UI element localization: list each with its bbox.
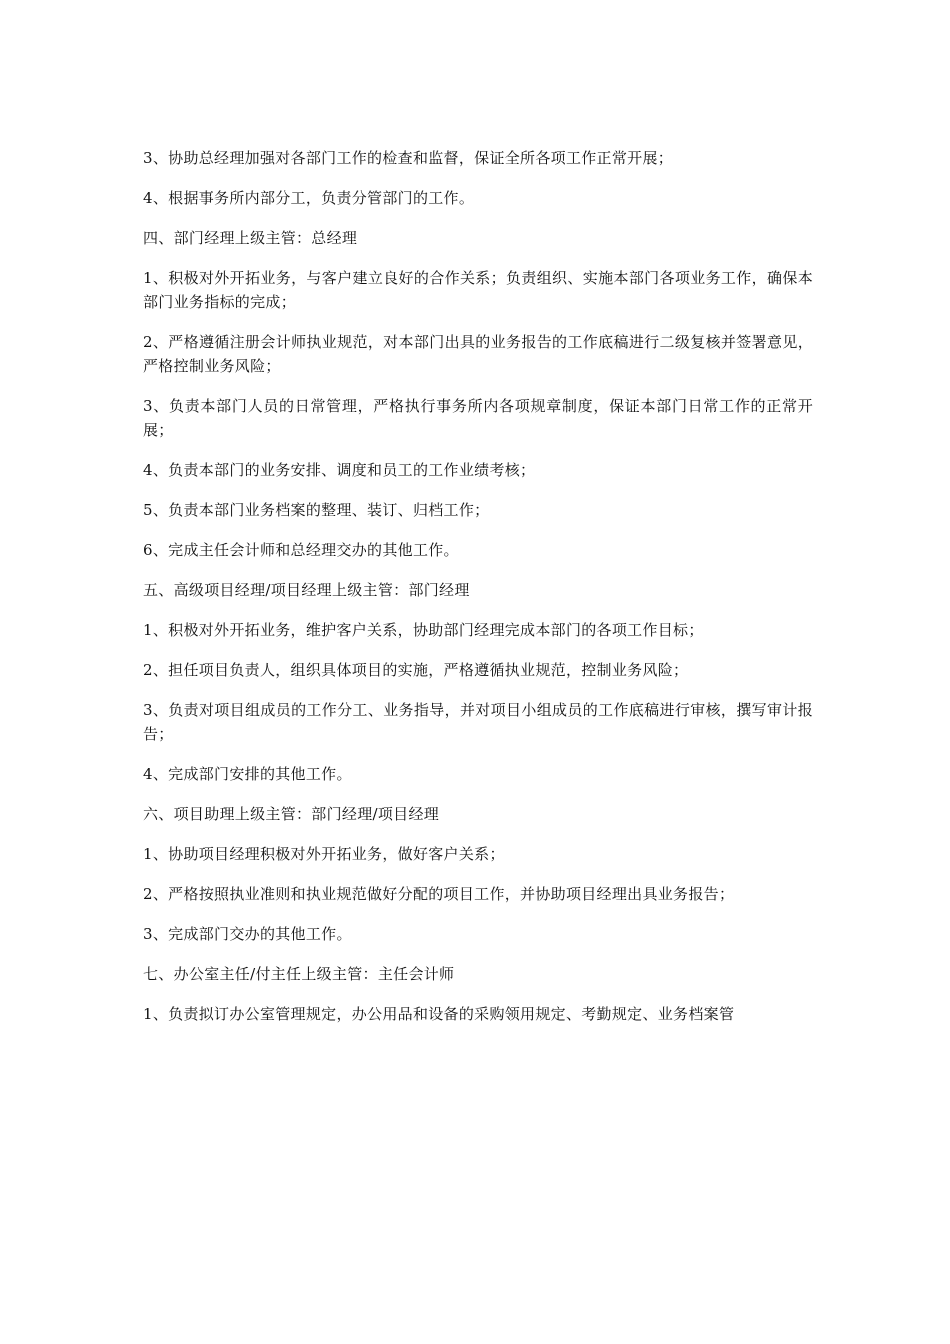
paragraph-4: 1、积极对外开拓业务，与客户建立良好的合作关系；负责组织、实施本部门各项业务工作，确保本部门业务指标的完成；: [143, 269, 813, 311]
paragraph-7: 4、负责本部门的业务安排、调度和员工的工作业绩考核；: [143, 461, 536, 479]
paragraph-13: 3、负责对项目组成员的工作分工、业务指导，并对项目小组成员的工作底稿进行审核，撰写审计报告；: [143, 701, 813, 743]
paragraph-11: 1、积极对外开拓业务，维护客户关系，协助部门经理完成本部门的各项工作目标；: [143, 621, 704, 639]
paragraph-17: 2、严格按照执业准则和执业规范做好分配的项目工作，并协助项目经理出具业务报告；: [143, 885, 735, 903]
paragraph-16: 1、协助项目经理积极对外开拓业务，做好客户关系；: [143, 845, 505, 863]
section-heading-5: 五、高级项目经理/项目经理上级主管：部门经理: [143, 581, 470, 599]
paragraph-9: 6、完成主任会计师和总经理交办的其他工作。: [143, 541, 459, 559]
section-heading-6: 六、项目助理上级主管：部门经理/项目经理: [143, 805, 440, 823]
section-heading-4: 四、部门经理上级主管：总经理: [143, 229, 358, 247]
paragraph-20: 1、负责拟订办公室管理规定，办公用品和设备的采购领用规定、考勤规定、业务档案管: [143, 1005, 735, 1023]
paragraph-2: 4、根据事务所内部分工，负责分管部门的工作。: [143, 189, 475, 207]
paragraph-1: 3、协助总经理加强对各部门工作的检查和监督，保证全所各项工作正常开展；: [143, 149, 674, 167]
paragraph-6: 3、负责本部门人员的日常管理，严格执行事务所内各项规章制度，保证本部门日常工作的正常开展；: [143, 397, 813, 439]
paragraph-5: 2、严格遵循注册会计师执业规范，对本部门出具的业务报告的工作底稿进行二级复核并签署意见，严格控制业务风险；: [143, 333, 813, 375]
section-heading-7: 七、办公室主任/付主任上级主管：主任会计师: [143, 965, 455, 983]
paragraph-8: 5、负责本部门业务档案的整理、装订、归档工作；: [143, 501, 490, 519]
paragraph-12: 2、担任项目负责人，组织具体项目的实施，严格遵循执业规范，控制业务风险；: [143, 661, 689, 679]
paragraph-14: 4、完成部门安排的其他工作。: [143, 765, 352, 783]
document-body: [143, 146, 813, 1042]
paragraph-18: 3、完成部门交办的其他工作。: [143, 925, 352, 943]
